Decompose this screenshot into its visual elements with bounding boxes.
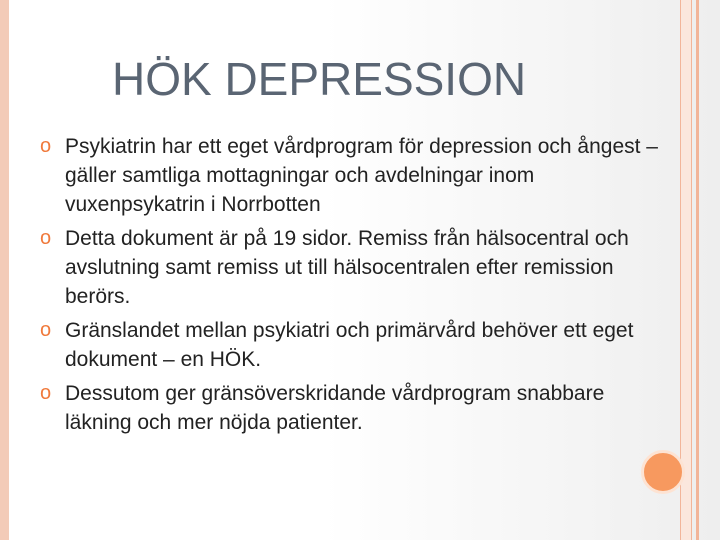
- left-border-stripe: [0, 0, 9, 540]
- bullet-text: Detta dokument är på 19 sidor. Remiss från hälsocentral och avslutning samt remiss ut till hälsocentralen efter remission berörs.: [65, 227, 629, 308]
- bullet-marker: o: [40, 382, 52, 404]
- bullet-item: [40, 379, 660, 437]
- bullet-marker: o: [40, 135, 52, 157]
- bullet-text: Dessutom ger gränsöverskridande vårdprogram snabbare läkning och mer nöjda patienter.: [65, 382, 605, 434]
- slide-title: HÖK DEPRESSION: [112, 53, 527, 105]
- bullet-marker: o: [40, 319, 52, 341]
- bullet-item: [40, 316, 660, 374]
- right-border-line: [696, 0, 699, 540]
- bullet-item: [40, 132, 660, 219]
- bullet-item: [40, 224, 660, 311]
- right-border-band: [680, 0, 692, 540]
- bullet-marker: o: [40, 227, 52, 249]
- bullet-text: Gränslandet mellan psykiatri och primärvård behöver ett eget dokument – en HÖK.: [65, 319, 634, 371]
- decorative-circle: [641, 450, 685, 494]
- bullet-list: [40, 132, 660, 442]
- bullet-text: Psykiatrin har ett eget vårdprogram för depression och ångest – gäller samtliga mottagningar och avdelningar inom vuxenpsykatrin i Norrbotten: [65, 135, 658, 216]
